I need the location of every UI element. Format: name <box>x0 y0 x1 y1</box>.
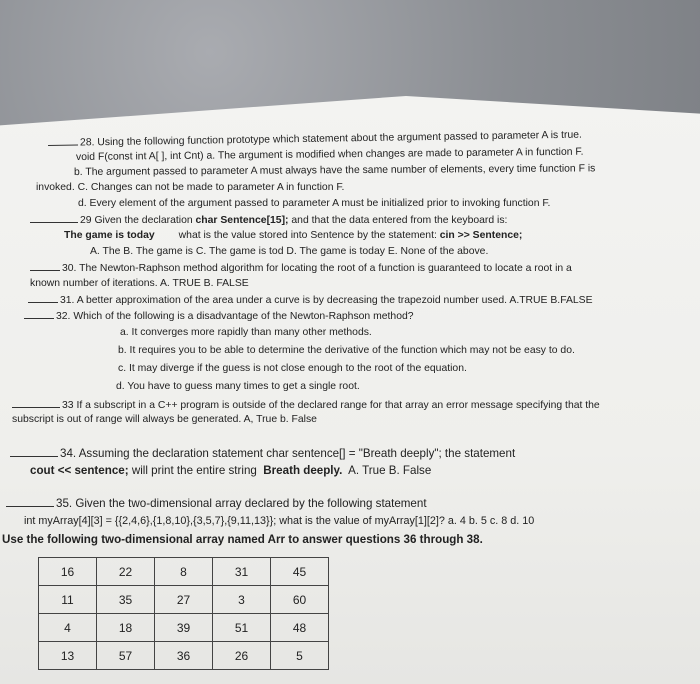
table-cell: 3 <box>213 586 271 614</box>
table-cell: 51 <box>213 614 271 642</box>
q29-line2: The game is today what is the value stored into Sentence by the statement: cin >> Sentence; <box>64 230 523 241</box>
table-cell: 4 <box>39 614 97 642</box>
q28-line1: 28. Using the following function prototype which statement about the argument passed to parameter A is true. <box>48 128 582 150</box>
table-cell: 48 <box>271 614 329 642</box>
table-row <box>39 614 329 642</box>
table-cell: 45 <box>271 558 329 586</box>
answer-blank[interactable] <box>30 213 78 223</box>
table-cell: 16 <box>39 558 97 586</box>
q29-line1: 29 Given the declaration char Sentence[15]; and that the data entered from the keyboard is: <box>30 213 507 227</box>
q33-line2: subscript is out of range will always be generated. A, True b. False <box>12 414 317 425</box>
table-cell: 57 <box>97 642 155 670</box>
table-cell: 18 <box>97 614 155 642</box>
array-instruction: Use the following two-dimensional array named Arr to answer questions 36 through 38. <box>2 533 483 546</box>
q29-options: A. The B. The game is C. The game is tod D. The game is today E. None of the above. <box>90 246 489 257</box>
q33-line1: 33 If a subscript in a C++ program is outside of the declared range for that array an error message specifying that the <box>12 398 600 412</box>
q31-line1: 31. A better approximation of the area under a curve is by decreasing the trapezoid number used. A.TRUE B.FALSE <box>28 293 593 307</box>
q28-line4: invoked. C. Changes can not be made to parameter A in function F. <box>36 182 345 193</box>
q34-line1: 34. Assuming the declaration statement char sentence[] = "Breath deeply"; the statement <box>10 447 515 461</box>
q32-option-a: a. It converges more rapidly than many other methods. <box>120 327 372 338</box>
q30-line1: 30. The Newton-Raphson method algorithm for locating the root of a function is guaranteed to locate a root in a <box>30 261 572 275</box>
table-cell: 31 <box>213 558 271 586</box>
answer-blank[interactable] <box>28 293 58 303</box>
table-cell: 26 <box>213 642 271 670</box>
table-cell: 11 <box>39 586 97 614</box>
table-cell: 13 <box>39 642 97 670</box>
answer-blank[interactable] <box>10 447 58 457</box>
answer-blank[interactable] <box>48 136 78 146</box>
table-row <box>39 558 329 586</box>
table-cell: 5 <box>271 642 329 670</box>
q32-option-c: c. It may diverge if the guess is not close enough to the root of the equation. <box>118 363 467 374</box>
table-cell: 35 <box>97 586 155 614</box>
q34-line2: cout << sentence; will print the entire string Breath deeply. A. True B. False <box>30 464 432 477</box>
table-cell: 39 <box>155 614 213 642</box>
table-cell: 8 <box>155 558 213 586</box>
q28-line3: b. The argument passed to parameter A must always have the same number of elements, every time function F is <box>73 163 596 178</box>
q28-line5: d. Every element of the argument passed to parameter A must be initialized prior to invoking function F. <box>78 198 551 209</box>
table-cell: 22 <box>97 558 155 586</box>
arr-table <box>38 557 329 670</box>
q30-line2: known number of iterations. A. TRUE B. FALSE <box>30 278 249 289</box>
table-row <box>39 642 329 670</box>
answer-blank[interactable] <box>24 309 54 319</box>
table-cell: 60 <box>271 586 329 614</box>
answer-blank[interactable] <box>12 398 60 408</box>
q32-option-d: d. You have to guess many times to get a single root. <box>116 381 360 392</box>
q32-line1: 32. Which of the following is a disadvantage of the Newton-Raphson method? <box>24 309 414 323</box>
q35-line2: int myArray[4][3] = {{2,4,6},{1,8,10},{3,5,7},{9,11,13}}; what is the value of myArray[1][2]? a. 4 b. 5 c. 8 d. 10 <box>24 515 535 527</box>
table-cell: 27 <box>155 586 213 614</box>
answer-blank[interactable] <box>6 497 54 507</box>
q35-line1: 35. Given the two-dimensional array declared by the following statement <box>6 497 427 511</box>
answer-blank[interactable] <box>30 261 60 271</box>
table-cell: 36 <box>155 642 213 670</box>
table-row <box>39 586 329 614</box>
q28-line2: void F(const int A[ ], int Cnt) a. The argument is modified when changes are made to parameter A in function F. <box>75 146 584 163</box>
q32-option-b: b. It requires you to be able to determine the derivative of the function which may not be easy to do. <box>118 345 575 356</box>
